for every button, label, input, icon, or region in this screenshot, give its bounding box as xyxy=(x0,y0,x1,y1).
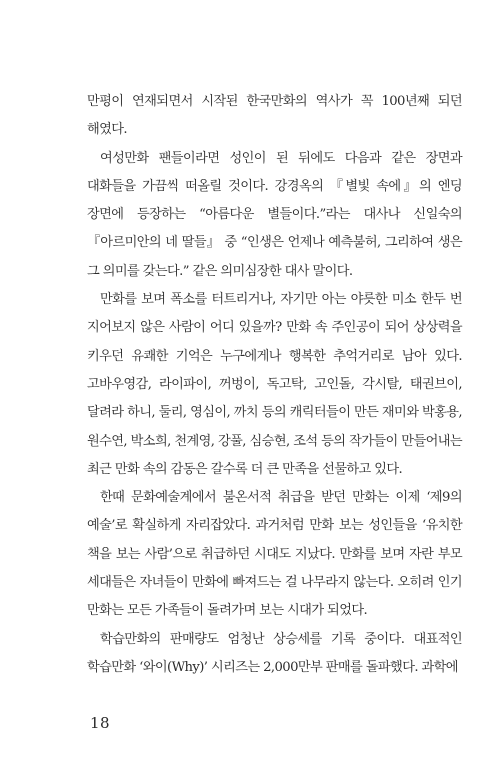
page-number: 18 xyxy=(90,714,111,732)
paragraph-4: 한때 문화예술계에서 불온서적 취급을 받던 만화는 이제 ‘제9의 예술’로 확실하게 자리잡았다. 과거처럼 만화 보는 성인들을 ‘유치한 책을 보는 사람’으로 취급하던 시대도 지났다. 만화를 보며 자란 부모 세대들은 자녀들이 만화에 빠져드는 걸 나무라지 않는다. 오히려 인기 만화는 모든 가족들이 돌려가며 보는 시대가 되었다. xyxy=(87,490,462,619)
paragraph-5: 학습만화의 판매량도 엄청난 상승세를 기록 중이다. 대표적인 학습만화 ‘와이(Why)’ 시리즈는 2,000만부 판매를 돌파했다. 과학에 xyxy=(87,631,462,675)
body-text xyxy=(87,88,462,682)
paragraph-2: 여성만화 팬들이라면 성인이 된 뒤에도 다음과 같은 장면과 대화들을 가끔씩 떠올릴 것이다. 강경옥의 『별빛 속에』의 엔딩 장면에 등장하는 “아름다운 별들이다.”라는 대사나 신일숙의 『아르미안의 네 딸들』 중 “인생은 언제나 예측불허, 그리하여 생은 그 의미를 갖는다.” 같은 의미심장한 대사 말이다. xyxy=(87,150,462,279)
paragraph-1: 만평이 연재되면서 시작된 한국만화의 역사가 꼭 100년째 되던 해였다. xyxy=(87,94,462,138)
paragraph-3: 만화를 보며 폭소를 터트리거나, 자기만 아는 야릇한 미소 한두 번 지어보지 않은 사람이 어디 있을까? 만화 속 주인공이 되어 상상력을 키우던 유쾌한 기억은 누구에게나 행복한 추억거리로 남아 있다. 고바우영감, 라이파이, 꺼벙이, 독고탁, 고인돌, 각시탈, 태권브이, 달려라 하니, 둘리, 영심이, 까치 등의 캐릭터들이 만든 재미와 박홍용, 원수연, 박소희, 천계영, 강풀, 심승현, 조석 등의 작가들이 만들어내는 최근 만화 속의 감동은 갈수록 더 큰 만족을 선물하고 있다. xyxy=(87,292,462,477)
